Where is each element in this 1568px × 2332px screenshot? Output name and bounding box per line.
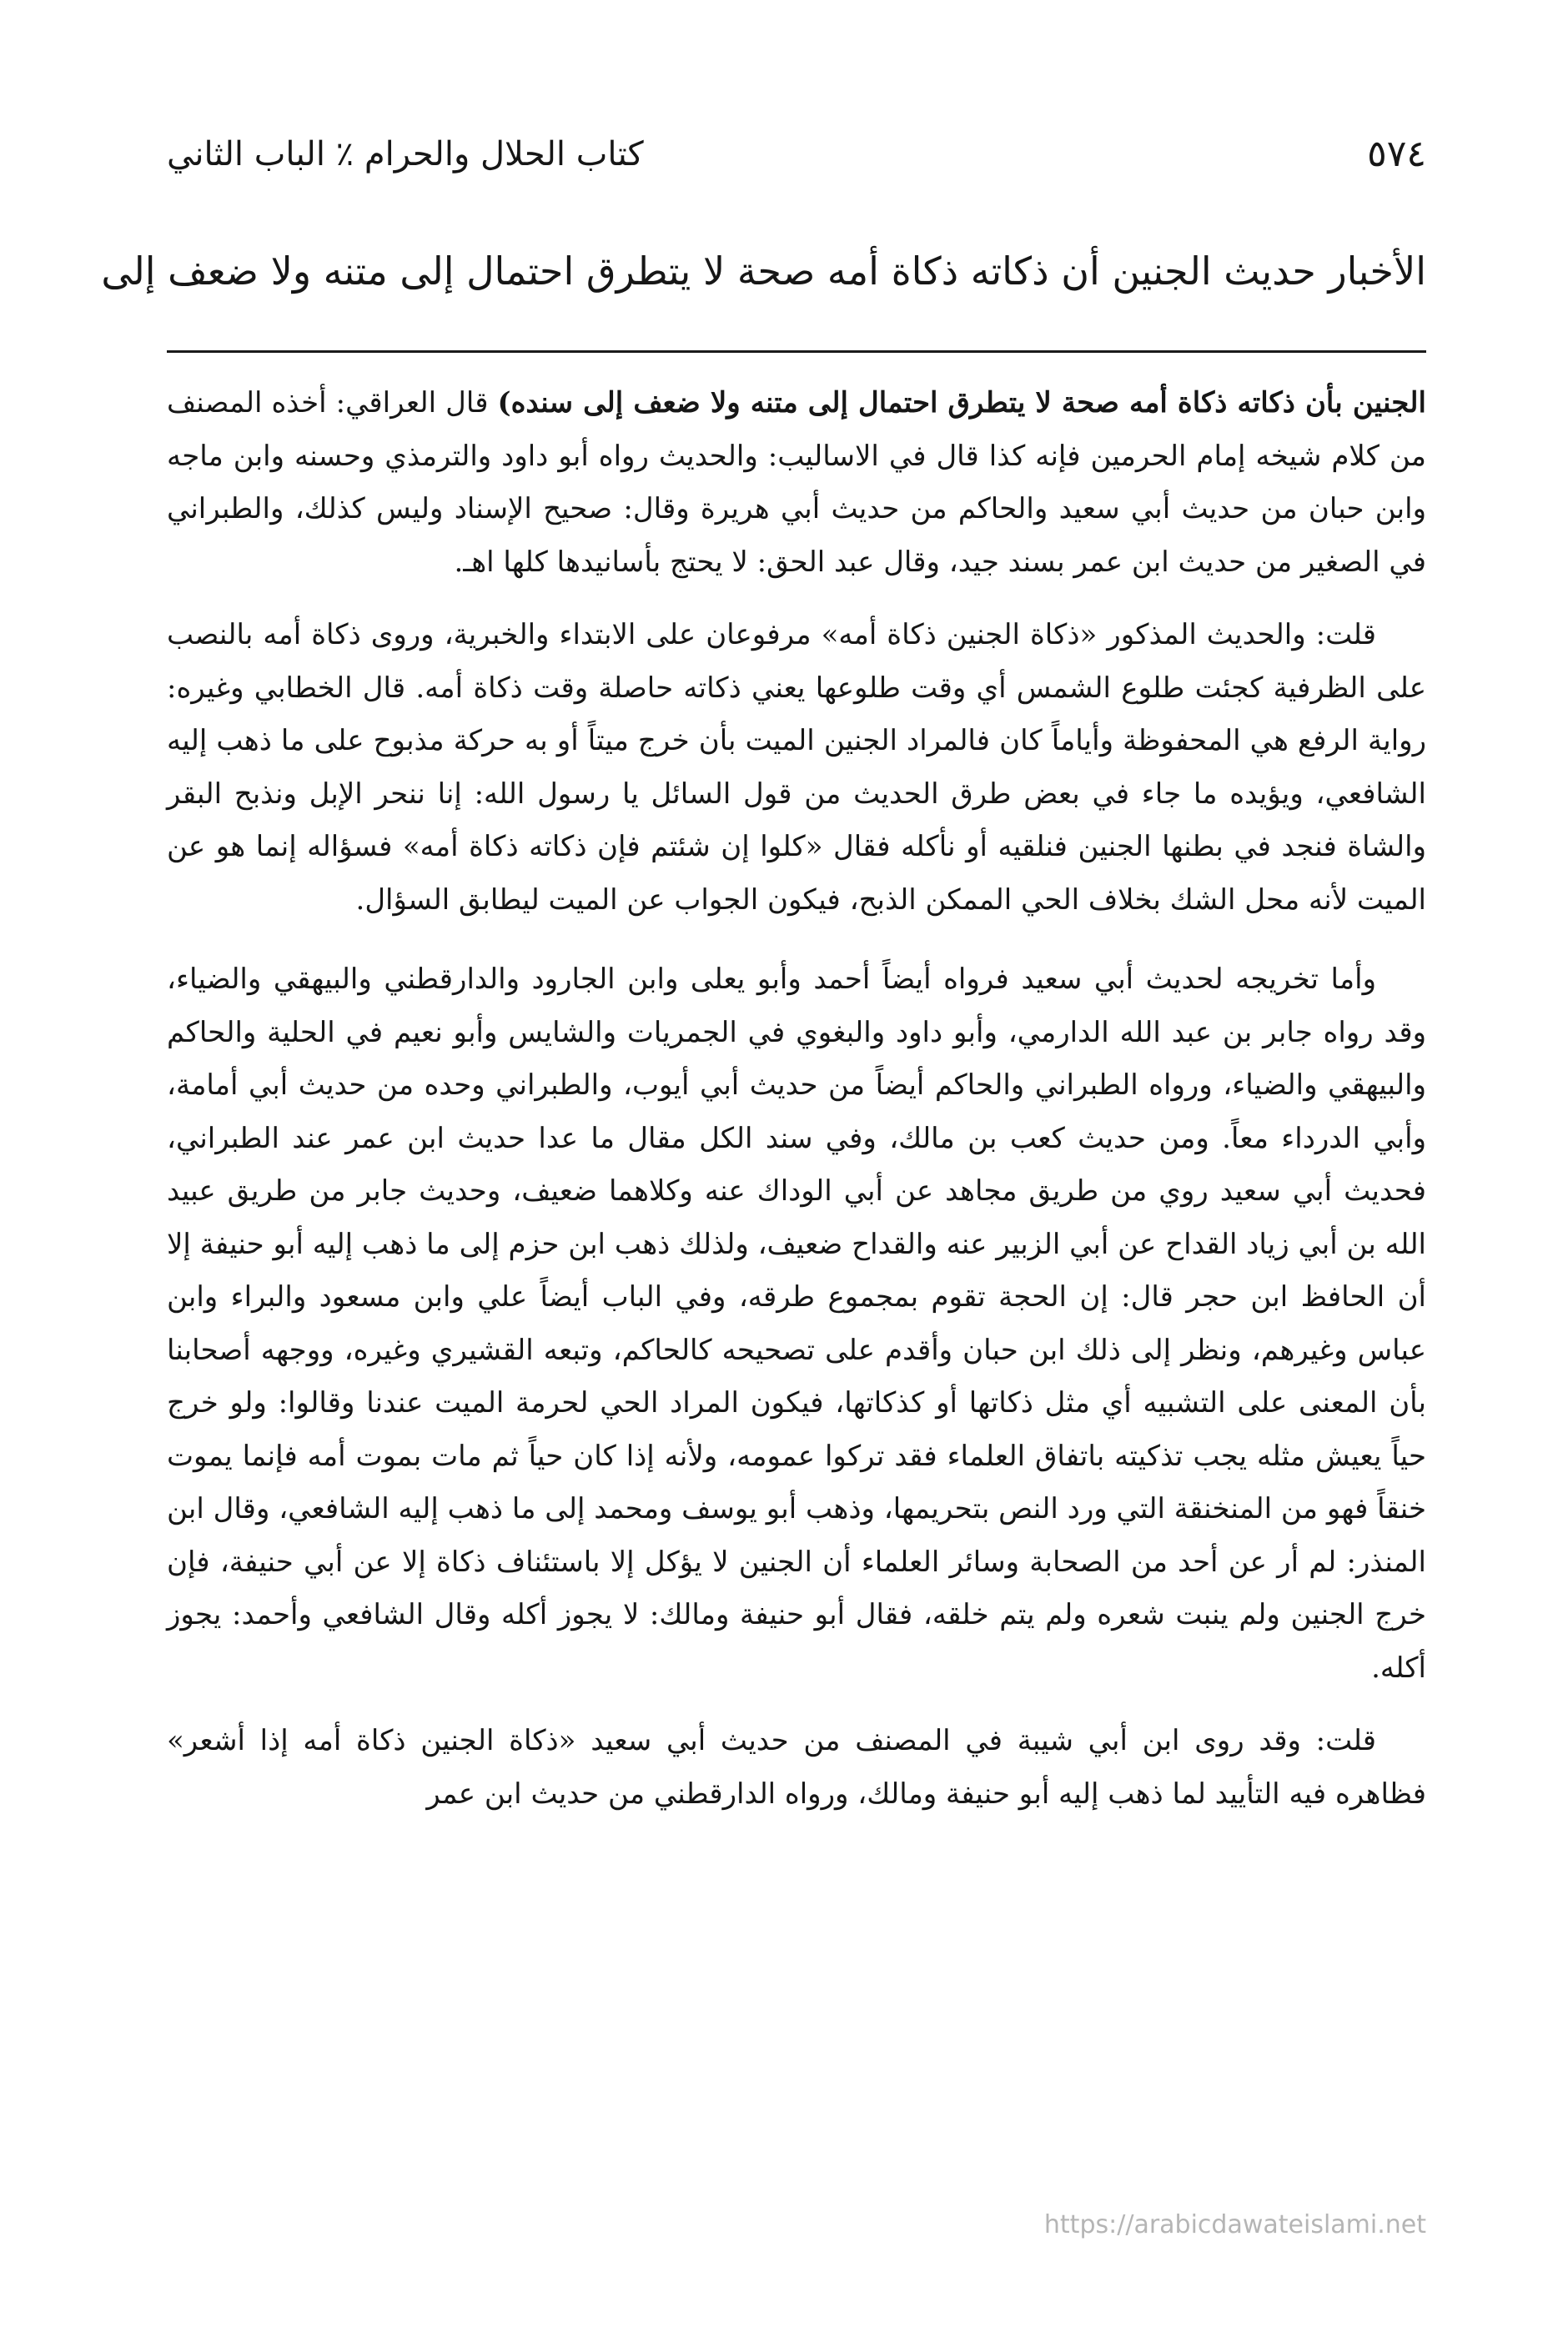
commentary-body (167, 377, 1426, 1821)
watermark-url: https://arabicdawateislami.net (1043, 2210, 1426, 2239)
commentary-paragraph-1-text: قال العراقي: أخذه المصنف من كلام شيخه إمام الحرمين فإنه كذا قال في الاساليب: والحديث رواه أبو داود والترمذي وحسنه وابن ماجه وابن حبان من حديث أبي سعيد والحاكم من حديث أبي هريرة وقال: صحيح الإسناد وليس كذلك، والطبراني في الصغير من حديث ابن عمر بسند جيد، وقال عبد الحق: لا يحتج بأسانيدها كلها اهـ. (167, 386, 1426, 579)
commentary-paragraph-4: قلت: وقد روى ابن أبي شيبة في المصنف من حديث أبي سعيد «ذكاة الجنين ذكاة أمه إذا أشعر» فظاهره فيه التأييد لما ذهب إليه أبو حنيفة ومالك، ورواه الدارقطني من حديث ابن عمر (167, 1724, 1426, 1811)
commentary-paragraph-1 (167, 377, 1426, 589)
commentary-paragraph-3: وأما تخريجه لحديث أبي سعيد فرواه أيضاً أحمد وأبو يعلى وابن الجارود والدارقطني والبيهقي والضياء، وقد رواه جابر بن عبد الله الدارمي، وأبو داود والبغوي في الجمريات والشايس وأبو نعيم في الحلية والحاكم والبيهقي والضياء، ورواه الطبراني والحاكم أيضاً من حديث أبي أيوب، والطبراني وحده من حديث أبي أمامة، وأبي الدرداء معاً. ومن حديث كعب بن مالك، وفي سند الكل مقال ما عدا حديث ابن عمر عند الطبراني، فحديث أبي سعيد روي من طريق مجاهد عن أبي الوداك عنه وكلاهما ضعيف، وحديث جابر من طريق عبيد الله بن أبي زياد القداح عن أبي الزبير عنه والقداح ضعيف، ولذلك ذهب ابن حزم إلى ما ذهب إليه أبو حنيفة إلا أن الحافظ ابن حجر قال: إن الحجة تقوم بمجموع طرقه، وفي الباب أيضاً علي وابن مسعود والبراء وابن عباس وغيرهم، ونظر إلى ذلك ابن حبان وأقدم على تصحيحه كالحاكم، وتبعه القشيري وغيره، ووجهه أصحابنا بأن المعنى على التشبيه أي مثل ذكاتها أو كذكاتها، فيكون المراد الحي لحرمة الميت عندنا وقالوا: ولو خرج حياً يعيش مثله يجب تذكيته باتفاق العلماء فقد تركوا عمومه، ولأنه إذا كان حياً ثم مات بموت أمه فإنما يموت خنقاً فهو من المنخنقة التي ورد النص بتحريمها، وذهب أبو يوسف ومحمد إلى ما ذهب إليه الشافعي، وقال ابن المنذر: لم أر عن أحد من الصحابة وسائر العلماء أن الجنين لا يؤكل إلا باستئناف ذكاة إلا عن أبي حنيفة، فإن خرج الجنين ولم ينبت شعره ولم يتم خلقه، فقال أبو حنيفة ومالك: لا يجوز أكله وقال الشافعي وأحمد: يجوز أكله. (167, 962, 1426, 1685)
commentary-paragraph-2: قلت: والحديث المذكور «ذكاة الجنين ذكاة أمه» مرفوعان على الابتداء والخبرية، وروى ذكاة أمه بالنصب على الظرفية كجئت طلوع الشمس أي وقت طلوعها يعني ذكاته حاصلة وقت ذكاة أمه. قال الخطابي وغيره: رواية الرفع هي المحفوظة وأياماً كان فالمراد الجنين الميت بأن خرج ميتاً أو به حركة مذبوح على ما ذهب إليه الشافعي، ويؤيده ما جاء في بعض طرق الحديث من قول السائل يا رسول الله: إنا ننحر الإبل ونذبح البقر والشاة فنجد في بطنها الجنين فنلقيه أو نأكله فقال «كلوا إن شئتم فإن ذكاته ذكاة أمه» فسؤاله إنما هو عن الميت لأنه محل الشك بخلاف الحي الممكن الذبح، فيكون الجواب عن الميت ليطابق السؤال. (167, 618, 1426, 917)
running-title: كتاب الحلال والحرام ٪ الباب الثاني (167, 135, 644, 173)
commentary-lemma: الجنين بأن ذكاته ذكاة أمه صحة لا يتطرق احتمال إلى متنه ولا ضعف إلى سنده) (497, 386, 1426, 420)
separator-rule (167, 350, 1426, 353)
main-text-line: الأخبار حديث الجنين أن ذكاته ذكاة أمه صحة لا يتطرق احتمال إلى متنه ولا ضعف إلى (101, 249, 1426, 294)
page-number: ٥٧٤ (1367, 133, 1426, 175)
page-header (167, 125, 1426, 183)
